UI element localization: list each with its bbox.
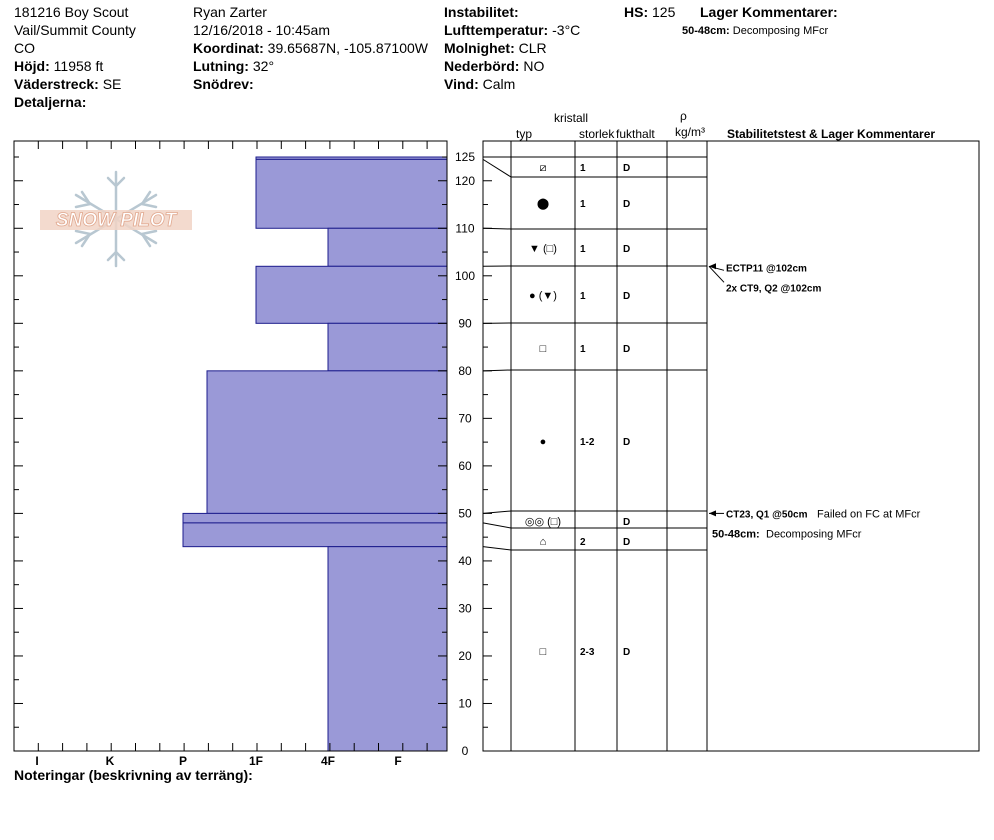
layer-moisture-4: D	[623, 344, 631, 355]
layer-moisture-3: D	[623, 291, 631, 302]
air-temp-label: Lufttemperatur:	[444, 22, 549, 38]
column-header-storlek: storlek	[579, 127, 615, 141]
hardness-layer-6	[183, 513, 447, 523]
layer-table-frame	[483, 141, 979, 751]
layer-size-1: 1	[580, 199, 586, 210]
air-temp-value: -3°C	[552, 22, 581, 38]
precip-value: NO	[523, 58, 545, 74]
height-label-30: 30	[458, 601, 472, 616]
layer-connector-8	[483, 547, 511, 550]
layer-connector-7	[483, 523, 511, 528]
layer-grain-1: ⬤	[536, 198, 550, 210]
elevation-value: 11958 ft	[53, 58, 104, 74]
height-label-50: 50	[458, 506, 472, 521]
hardness-layer-5	[207, 371, 447, 514]
hardness-label-1F: 1F	[248, 754, 264, 768]
layer-comment-text-table: Decomposing MFcr	[766, 528, 862, 541]
slope-label: Lutning:	[193, 58, 249, 74]
aspect-value: SE	[102, 76, 122, 92]
layer-size-5: 1-2	[580, 437, 595, 448]
layer-comment-text: Decomposing MFcr	[732, 25, 829, 37]
hardness-layer-1	[256, 159, 447, 228]
column-header-rho: ρ	[680, 109, 687, 123]
stability-test-1: 2x CT9, Q2 @102cm	[726, 283, 822, 295]
elevation-label: Höjd:	[14, 58, 50, 74]
stability-comment-2: Failed on FC at MFcr	[817, 508, 921, 521]
layer-grain-6: ◎◎ (□)	[524, 516, 562, 528]
hardness-layer-8	[328, 547, 447, 751]
layer-size-7: 2	[580, 537, 586, 548]
hardness-layer-7	[183, 523, 447, 547]
coordinate-label: Koordinat:	[193, 40, 264, 56]
drift-label: Snödrev:	[193, 76, 254, 92]
layer-comments-label: Lager Kommentarer:	[700, 4, 838, 20]
site-name: 181216 Boy Scout	[14, 4, 129, 20]
layer-size-8: 2-3	[580, 647, 595, 658]
layer-size-3: 1	[580, 291, 586, 302]
layer-size-0: 1	[580, 163, 586, 174]
height-label-80: 80	[458, 363, 472, 378]
hardness-layers	[183, 157, 447, 751]
layer-grain-3: ● (▼)	[529, 290, 557, 302]
stability-arrow-2	[709, 510, 716, 516]
layer-grain-7: ⌂	[539, 536, 547, 548]
sky-value: CLR	[518, 40, 547, 56]
hardness-label-K: K	[105, 754, 115, 768]
hs-label: HS:	[624, 4, 649, 20]
hardness-label-I: I	[35, 754, 39, 768]
layer-connector-1	[483, 159, 511, 177]
layer-size-2: 1	[580, 244, 586, 255]
hardness-label-4F: 4F	[320, 754, 336, 768]
layer-connector-6	[483, 511, 511, 513]
layer-moisture-7: D	[623, 537, 631, 548]
observer: Ryan Zarter	[193, 4, 267, 20]
height-label-60: 60	[458, 458, 472, 473]
layer-connector-5	[483, 370, 511, 371]
details-label: Detaljerna:	[14, 94, 87, 110]
layer-size-4: 1	[580, 344, 586, 355]
wind-label: Vind:	[444, 76, 479, 92]
height-label-20: 20	[458, 648, 472, 663]
height-label-120: 120	[454, 173, 476, 188]
layer-grain-0: ⧄	[539, 162, 547, 174]
layer-moisture-0: D	[623, 163, 631, 174]
height-label-10: 10	[458, 696, 472, 711]
sky-label: Molnighet:	[444, 40, 515, 56]
layer-moisture-2: D	[623, 244, 631, 255]
aspect-label: Väderstreck:	[14, 76, 99, 92]
mountain-range: Vail/Summit County	[14, 22, 136, 38]
height-label-40: 40	[458, 553, 472, 568]
state: CO	[14, 40, 35, 56]
height-label-100: 100	[454, 268, 476, 283]
column-header-typ: typ	[516, 127, 533, 141]
hardness-layer-2	[328, 228, 447, 266]
layer-grain-2: ▼ (□)	[529, 243, 557, 255]
stability-test-0: ECTP11 @102cm	[726, 263, 807, 275]
layer-moisture-6: D	[623, 517, 631, 528]
hardness-label-P: P	[178, 754, 188, 768]
layer-grain-4: □	[539, 343, 547, 355]
logo-text: SNOW PILOT	[55, 210, 177, 231]
column-header-density-unit: kg/m³	[675, 125, 705, 139]
column-header-fukthalt: fukthalt	[616, 127, 655, 141]
column-header-kristall: kristall	[554, 111, 589, 125]
wind-value: Calm	[482, 76, 516, 92]
layer-moisture-5: D	[623, 437, 631, 448]
layer-grain-8: □	[539, 646, 547, 658]
instability-label: Instabilitet:	[444, 4, 519, 20]
stability-tests	[709, 263, 921, 540]
hs-value: 125	[652, 4, 676, 20]
notes-label: Noteringar (beskrivning av terräng):	[14, 767, 253, 783]
layer-connector-2	[483, 228, 511, 229]
height-label-90: 90	[458, 316, 472, 331]
stability-arrow-0	[709, 263, 716, 269]
height-label-0: 0	[461, 744, 469, 758]
date-time: 12/16/2018 - 10:45am	[193, 22, 330, 38]
coordinate-value: 39.65687N, -105.87100W	[267, 40, 428, 56]
layer-moisture-1: D	[623, 199, 631, 210]
layer-comment-range: 50-48cm:	[682, 25, 730, 37]
layer-moisture-8: D	[623, 647, 631, 658]
layer-rows	[483, 157, 707, 658]
height-label-70: 70	[458, 411, 472, 426]
slope-value: 32°	[252, 58, 275, 74]
stability-test-2: CT23, Q1 @50cm	[726, 509, 808, 521]
height-label-110: 110	[455, 221, 475, 236]
column-header-stability: Stabilitetstest & Lager Kommentarer	[727, 127, 936, 141]
height-label-125: 125	[454, 150, 476, 164]
hardness-layer-3	[256, 266, 447, 323]
layer-comment-range-table: 50-48cm:	[712, 528, 760, 541]
hardness-label-F: F	[394, 754, 402, 768]
layer-grain-5: ●	[539, 436, 547, 448]
precip-label: Nederbörd:	[444, 58, 520, 74]
hardness-layer-4	[328, 323, 447, 371]
